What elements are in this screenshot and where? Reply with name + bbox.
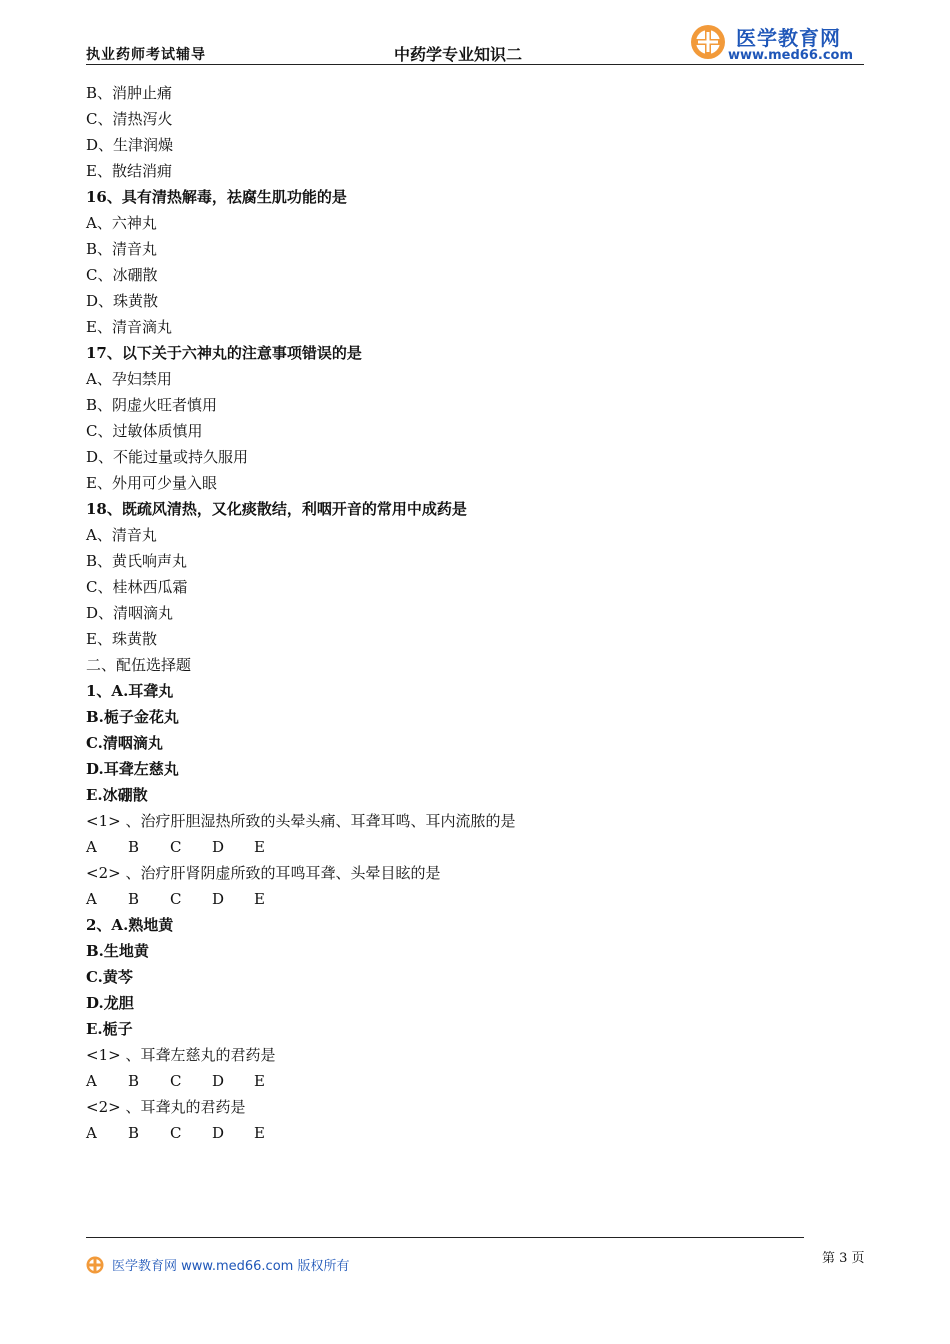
text-line: A、六神丸 [86, 214, 157, 232]
answer-option[interactable]: C [170, 890, 182, 908]
page-number: 第 3 页 [822, 1251, 865, 1266]
answer-option[interactable]: B [128, 838, 140, 856]
question-line: D.耳聋左慈丸 [86, 760, 179, 778]
answer-option[interactable]: D [212, 838, 225, 856]
text-line: B、阴虚火旺者慎用 [86, 396, 218, 414]
answer-option[interactable]: E [254, 1072, 265, 1090]
text-line: D、清咽滴丸 [86, 604, 174, 622]
question-line: 1、A.耳聋丸 [86, 682, 174, 700]
text-line: E、清音滴丸 [86, 318, 172, 336]
header-left-title: 执业药师考试辅导 [86, 47, 206, 63]
question-line: B.生地黄 [86, 942, 149, 960]
answer-option[interactable]: A [86, 838, 97, 856]
text-line: <1> 、治疗肝胆湿热所致的头晕头痛、耳聋耳鸣、耳内流脓的是 [86, 812, 516, 830]
text-line: B、黄氏响声丸 [86, 552, 188, 570]
question-line: D.龙胆 [86, 994, 134, 1012]
logo-title: 医学教育网 [736, 26, 841, 50]
answer-option[interactable]: B [128, 890, 140, 908]
question-line: C.清咽滴丸 [86, 734, 163, 752]
answer-option[interactable]: B [128, 1124, 140, 1142]
text-line: <2> 、耳聋丸的君药是 [86, 1098, 246, 1116]
footer-divider [86, 1237, 804, 1238]
text-line: C、冰硼散 [86, 266, 158, 284]
answer-options [86, 1120, 846, 1146]
text-line: C、桂林西瓜霜 [86, 578, 188, 596]
answer-options [86, 886, 846, 912]
text-line: <1> 、耳聋左慈丸的君药是 [86, 1046, 276, 1064]
question-line: 16、具有清热解毒，祛腐生肌功能的是 [86, 188, 347, 206]
text-line: A、孕妇禁用 [86, 370, 172, 388]
question-line: 18、既疏风清热，又化痰散结，利咽开音的常用中成药是 [86, 500, 467, 518]
answer-option[interactable]: E [254, 890, 265, 908]
text-line: C、过敏体质慎用 [86, 422, 203, 440]
medical-cross-footer-icon [86, 1256, 104, 1274]
site-logo[interactable] [690, 20, 870, 66]
answer-option[interactable]: C [170, 1072, 182, 1090]
answer-option[interactable]: D [212, 1124, 225, 1142]
text-line: B、清音丸 [86, 240, 158, 258]
answer-option[interactable]: C [170, 1124, 182, 1142]
answer-options [86, 1068, 846, 1094]
answer-option[interactable]: A [86, 1072, 97, 1090]
question-line: 17、以下关于六神丸的注意事项错误的是 [86, 344, 362, 362]
answer-option[interactable]: D [212, 1072, 225, 1090]
text-line: A、清音丸 [86, 526, 157, 544]
header-divider [86, 64, 864, 65]
text-line: E、散结消痈 [86, 162, 172, 180]
answer-option[interactable]: A [86, 890, 97, 908]
question-line: 2、A.熟地黄 [86, 916, 174, 934]
answer-options [86, 834, 846, 860]
answer-option[interactable]: C [170, 838, 182, 856]
answer-option[interactable]: B [128, 1072, 140, 1090]
question-line: E.栀子 [86, 1020, 133, 1038]
page-header [86, 20, 864, 66]
text-line: C、清热泻火 [86, 110, 173, 128]
text-line: D、生津润燥 [86, 136, 174, 154]
text-line: D、珠黄散 [86, 292, 159, 310]
logo-url: www.med66.com [728, 48, 854, 63]
question-line: B.栀子金花丸 [86, 708, 179, 726]
question-line: E.冰硼散 [86, 786, 148, 804]
answer-option[interactable]: E [254, 1124, 265, 1142]
header-center-title: 中药学专业知识二 [394, 45, 523, 64]
question-line: C.黄芩 [86, 968, 133, 986]
text-line: E、珠黄散 [86, 630, 157, 648]
question-content [86, 80, 846, 1146]
text-line: D、不能过量或持久服用 [86, 448, 249, 466]
text-line: 二、配伍选择题 [86, 656, 192, 674]
text-line: E、外用可少量入眼 [86, 474, 217, 492]
text-line: <2> 、治疗肝肾阴虚所致的耳鸣耳聋、头晕目眩的是 [86, 864, 441, 882]
medical-cross-logo-icon [690, 24, 726, 60]
answer-option[interactable]: A [86, 1124, 97, 1142]
footer-copyright: 医学教育网 www.med66.com 版权所有 [112, 1259, 350, 1274]
answer-option[interactable]: D [212, 890, 225, 908]
text-line: B、消肿止痛 [86, 84, 173, 102]
answer-option[interactable]: E [254, 838, 265, 856]
